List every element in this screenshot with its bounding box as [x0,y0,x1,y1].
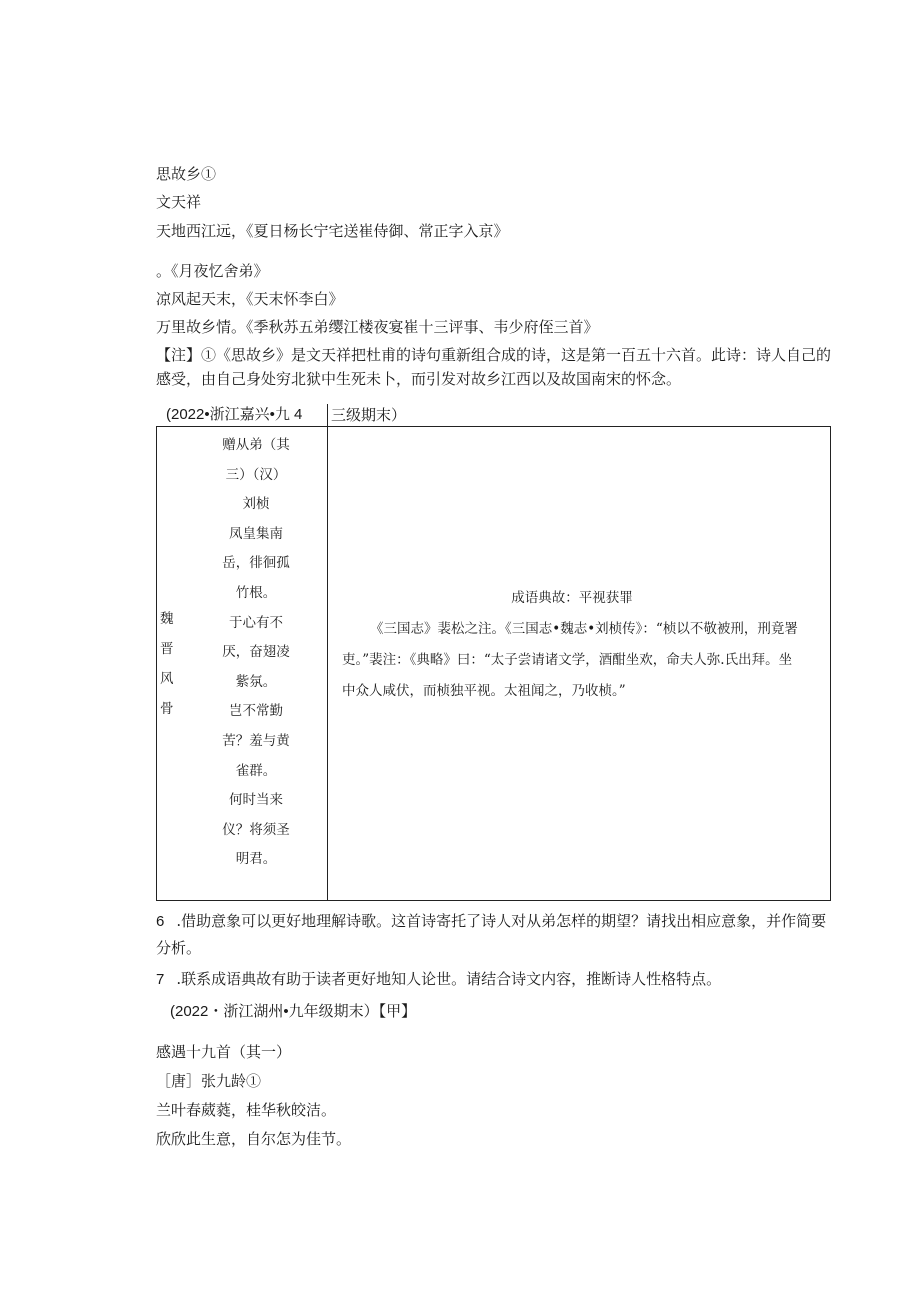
poem-table [156,426,831,901]
poem2-line-2: 欣欣此生意，自尔怎为佳节。 [156,1130,352,1148]
idiom-story [342,583,802,707]
poem-column [158,427,328,900]
poem-line-2: 。《月夜忆舍弟》 [156,262,269,280]
poem2-title: 感遇十九首（其一） [156,1043,292,1061]
poem2-line-1: 兰叶春葳蕤，桂华秋皎洁。 [156,1101,337,1119]
poem-text: 赠从弟（其 三）（汉） 刘桢 凤皇集南 岳，徘徊孤 竹根。 于心有不 厌，奋翅凌 紫氛。 岂不常勤 苦？羞与黄 雀群。 何时当来 仪？将须圣 明君。 [222,437,290,868]
poem-line-3: 凉风起天末，《天末怀李白》 [156,290,344,308]
idiom-text: 《三国志》裴松之注。《三国志•魏志•刘桢传》：“桢以不敬被刑，刑竟署吏。”裴注：《典略》曰：“太子尝请诸文学，酒酣坐欢，命夫人弥.氏出拜。坐中众人咸伏，而桢独平视。太祖闻之，乃收桢。” [342,621,798,699]
poem-line-1: 天地西江远，《夏日杨长宁宅送崔侍御、常正字入京》 [156,222,509,240]
idiom-title: 成语典故：平视获罪 [511,590,633,606]
question-6: 6 .借助意象可以更好地理解诗歌。这首诗寄托了诗人对从弟怎样的期望？请找出相应意象，并作简要分析。 [156,912,827,957]
vertical-label: 魏 晋 风 骨 [160,611,174,717]
poem-author: 文天祥 [156,193,202,211]
poem-line-4: 万里故乡情。《季秋苏五弟缨江楼夜宴崔十三评事、韦少府侄三首》 [156,318,599,336]
poem2-author: ［唐］张九龄① [156,1072,262,1090]
source-label: (2022•浙江嘉兴•九 4 [166,406,303,423]
source-label-2: (2022・浙江湖州•九年级期末）【甲】 [170,1003,417,1020]
source-label-cont: 三级期末） [331,406,407,424]
poem-title: 思故乡① [156,165,217,183]
poem-note: 【注】①《思故乡》是文天祥把杜甫的诗句重新组合成的诗，这是第一百五十六首。此诗：诗人自己的感受，由自己身处穷北狱中生死未卜，而引发对故乡江西以及故国南宋的怀念。 [156,346,832,388]
question-7: 7 .联系成语典故有助于读者更好地知人论世。请结合诗文内容，推断诗人性格特点。 [156,970,722,988]
